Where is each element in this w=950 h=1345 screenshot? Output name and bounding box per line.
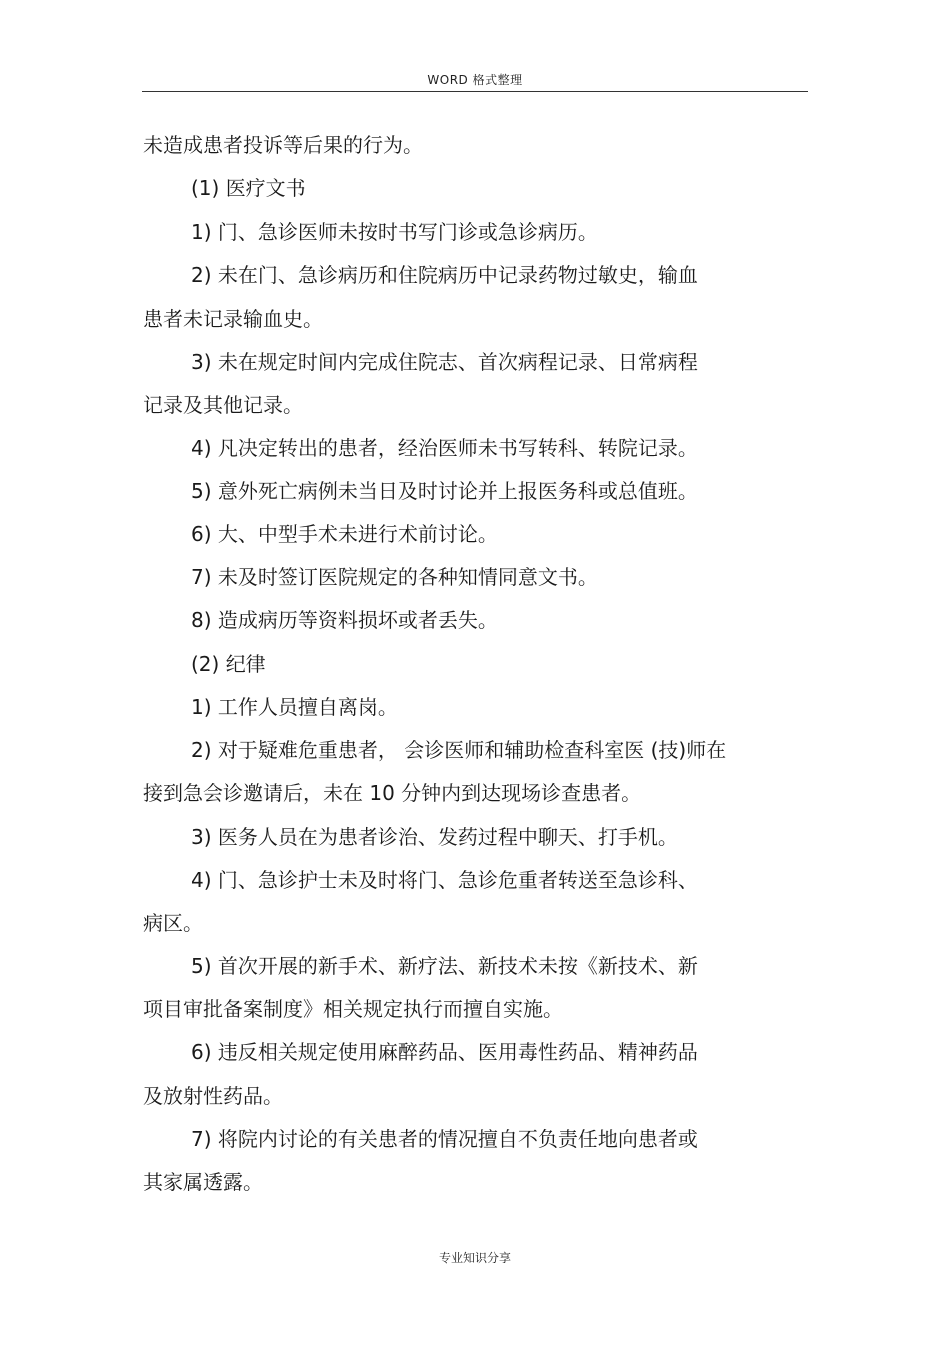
body-line: 7) 将院内讨论的有关患者的情况擅自不负责任地向患者或 [191, 1127, 698, 1151]
page-header: WORD 格式整理 [427, 73, 523, 87]
body-line: 4) 凡决定转出的患者，经治医师未书写转科、转院记录。 [191, 436, 698, 460]
body-line: 3) 未在规定时间内完成住院志、首次病程记录、日常病程 [191, 350, 698, 374]
section-heading: (2) 纪律 [191, 652, 266, 676]
body-line: 6) 违反相关规定使用麻醉药品、医用毒性药品、精神药品 [191, 1040, 698, 1064]
body-line: 及放射性药品。 [143, 1084, 283, 1108]
body-line: 1) 工作人员擅自离岗。 [191, 695, 398, 719]
body-line: 3) 医务人员在为患者诊治、发药过程中聊天、打手机。 [191, 825, 678, 849]
body-line: 病区。 [143, 911, 203, 935]
body-line: 接到急会诊邀请后，未在 10 分钟内到达现场诊查患者。 [143, 781, 642, 805]
body-line: 未造成患者投诉等后果的行为。 [143, 133, 423, 157]
body-line: 2) 未在门、急诊病历和住院病历中记录药物过敏史，输血 [191, 263, 698, 287]
body-line: 项目审批备案制度》相关规定执行而擅自实施。 [143, 997, 563, 1021]
section-heading: (1) 医疗文书 [191, 176, 306, 200]
header-divider [142, 91, 808, 92]
body-line: 8) 造成病历等资料损坏或者丢失。 [191, 608, 498, 632]
body-line: 4) 门、急诊护士未及时将门、急诊危重者转送至急诊科、 [191, 868, 698, 892]
body-line: 1) 门、急诊医师未按时书写门诊或急诊病历。 [191, 220, 598, 244]
body-line: 2) 对于疑难危重患者， 会诊医师和辅助检查科室医 (技)师在 [191, 738, 727, 762]
body-line: 5) 意外死亡病例未当日及时讨论并上报医务科或总值班。 [191, 479, 698, 503]
page-footer: 专业知识分享 [438, 1251, 511, 1265]
body-line: 记录及其他记录。 [143, 393, 303, 417]
body-line: 患者未记录输血史。 [143, 307, 323, 331]
body-line: 5) 首次开展的新手术、新疗法、新技术未按《新技术、新 [191, 954, 698, 978]
body-line: 其家属透露。 [143, 1170, 263, 1194]
body-line: 7) 未及时签订医院规定的各种知情同意文书。 [191, 565, 598, 589]
body-line: 6) 大、中型手术未进行术前讨论。 [191, 522, 498, 546]
